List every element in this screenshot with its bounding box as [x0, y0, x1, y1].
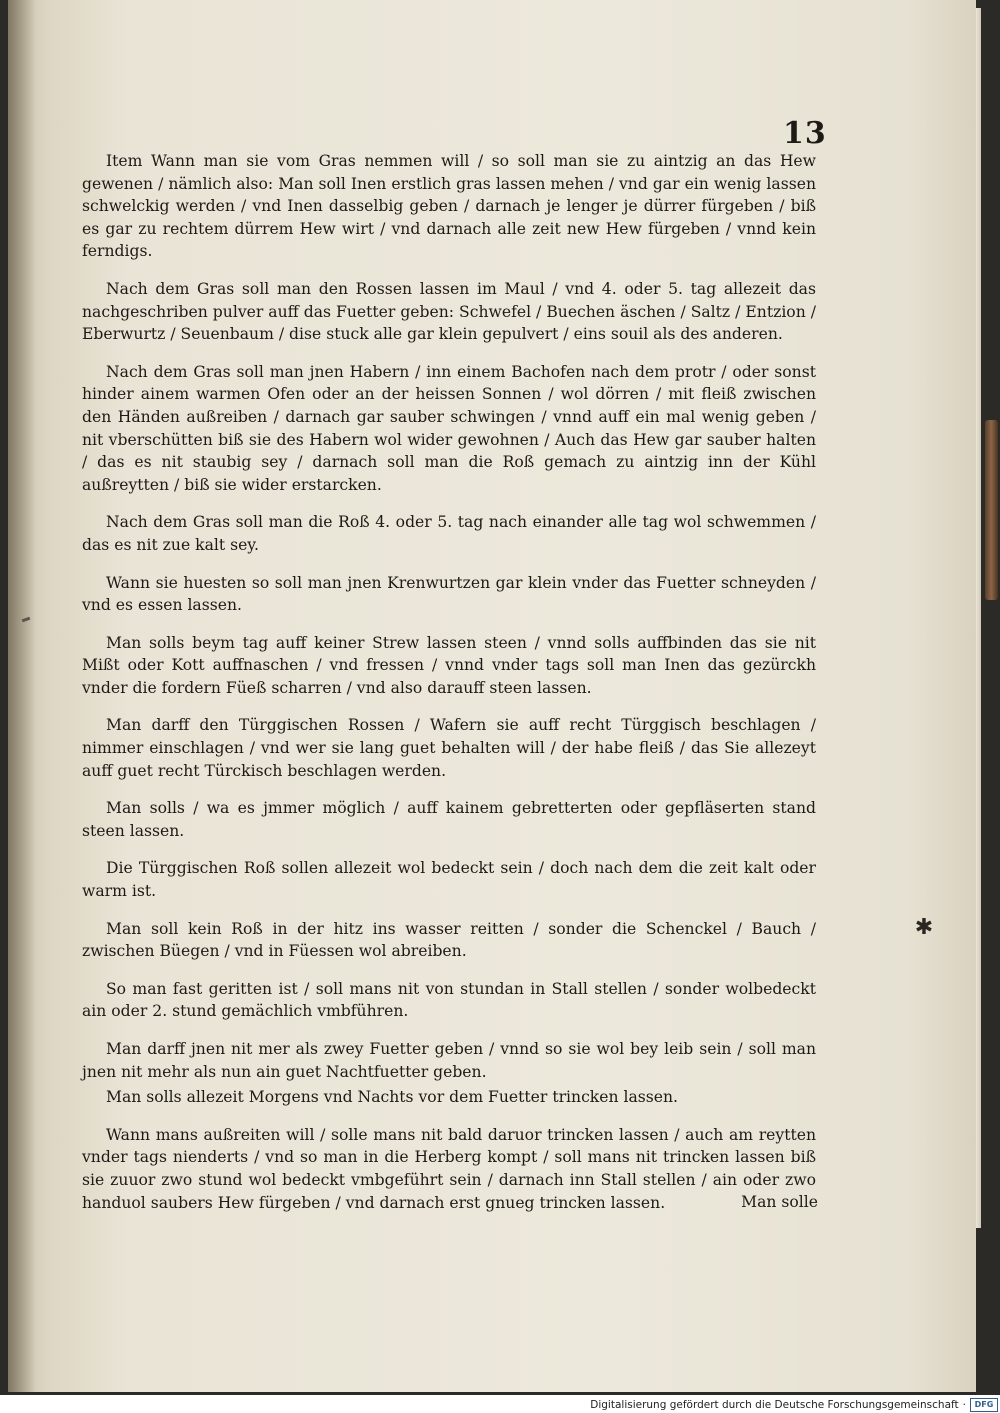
- paragraph-13: Man solls allezeit Morgens vnd Nachts vor dem Fuetter trincken lassen.: [106, 1088, 679, 1107]
- page-number: 13: [783, 116, 827, 151]
- paragraph-14: Wann mans außreiten will / solle mans nit bald daruor trincken lassen / auch am reytten vnder tags nienderts / vnd so man in die Herberg kompt / soll mans nit trincken lassen biß sie zuuor zwo stund wol bedeckt vmbgeführt sein / darnach inn Stall stellen / ain oder zwo handuol saubers Hew fürgeben / vnd darnach erst gnueg trincken lassen.: [82, 1125, 816, 1212]
- paragraph-10: Man soll kein Roß in der hitz ins wasser reitten / sonder die Schenckel / Bauch / zwischen Büegen / vnd in Füessen wol abreiben.: [82, 919, 816, 961]
- footer-text: Digitalisierung gefördert durch die Deutsche Forschungsgemeinschaft: [590, 1398, 959, 1411]
- paragraph-5: Wann sie huesten so soll man jnen Krenwurtzen gar klein vnder das Fuetter schneyden / vnd es essen lassen.: [82, 573, 816, 615]
- paragraph-2: Nach dem Gras soll man den Rossen lassen im Maul / vnd 4. oder 5. tag allezeit das nachgeschriben pulver auff das Fuetter geben: Schwefel / Buechen äschen / Saltz / Entzion / Eberwurtz / Seuenbaum / dise stuck alle gar klein gepulvert / eins souil als des anderen.: [82, 279, 816, 344]
- bookmark-ribbon: [985, 420, 998, 600]
- paragraph-3: Nach dem Gras soll man jnen Habern / inn einem Bachofen nach dem protr / oder sonst hinder ainem warmen Ofen oder an der heissen Sonnen / wol dörren / mit fleiß zwischen den Händen außreiben / darnach gar sauber schwingen / vnnd auff ein mal wenig geben / nit vberschütten biß sie des Habern wol wider gewohnen / Auch das Hew gar sauber halten / das es nit staubig sey / darnach soll man die Roß gemach zu aintzig inn der Kühl außreytten / biß sie wider erstarcken.: [82, 362, 816, 494]
- digitization-footer: [560, 1396, 998, 1413]
- paragraph-8: Man solls / wa es jmmer möglich / auff kainem gebretterten oder gepfläserten stand steen lassen.: [82, 799, 816, 840]
- page-text: [82, 150, 816, 1214]
- ink-blot-icon: ✱: [914, 915, 934, 940]
- catchword: Man solle: [741, 1193, 818, 1211]
- paragraph-9: Die Türggischen Roß sollen allezeit wol bedeckt sein / doch nach dem die zeit kalt oder warm ist.: [82, 859, 816, 901]
- paragraph-7: Man darff den Türggischen Rossen / Wafern sie auff recht Türggisch beschlagen / nimmer einschlagen / vnd wer sie lang guet behalten will / der habe fleiß / das Sie allezeyt auff guet recht Türckisch beschlagen werden.: [82, 716, 816, 780]
- paragraph-4: Nach dem Gras soll man die Roß 4. oder 5. tag nach einander alle tag wol schwemmen / das es nit zue kalt sey.: [82, 513, 816, 554]
- paragraph-12: Man darff jnen nit mer als zwey Fuetter geben / vnnd so sie wol bey leib sein / soll man jnen nit mehr als nun ain guet Nachtfuetter geben.: [82, 1040, 816, 1081]
- gutter-shadow: [8, 0, 36, 1392]
- paragraph-11: So man fast geritten ist / soll mans nit von stundan in Stall stellen / sonder wolbedeckt ain oder 2. stund gemächlich vmbführen.: [82, 979, 816, 1021]
- footer-separator: ·: [962, 1398, 966, 1411]
- paragraph-1: Item Wann man sie vom Gras nemmen will / so soll man sie zu aintzig an das Hew gewenen / nämlich also: Man soll Inen erstlich gras lassen mehen / vnd gar ein wenig lassen schwelckig werden / vnd Inen dasselbig geben / darnach je lenger je dürrer fürgeben / biß es gar zu rechtem dürrem Hew wirt / vnd darnach alle zeit new Hew fürgeben / vnnd kein ferndigs.: [82, 152, 816, 261]
- dfg-logo-icon: DFG: [970, 1398, 998, 1412]
- paragraph-6: Man solls beym tag auff keiner Strew lassen steen / vnnd solls auffbinden das sie nit Mißt oder Kott auffnaschen / vnd fressen / vnnd vnder tags soll man Inen das gezürckh vnder die fordern Füeß scharren / vnd also darauff steen lassen.: [82, 633, 816, 697]
